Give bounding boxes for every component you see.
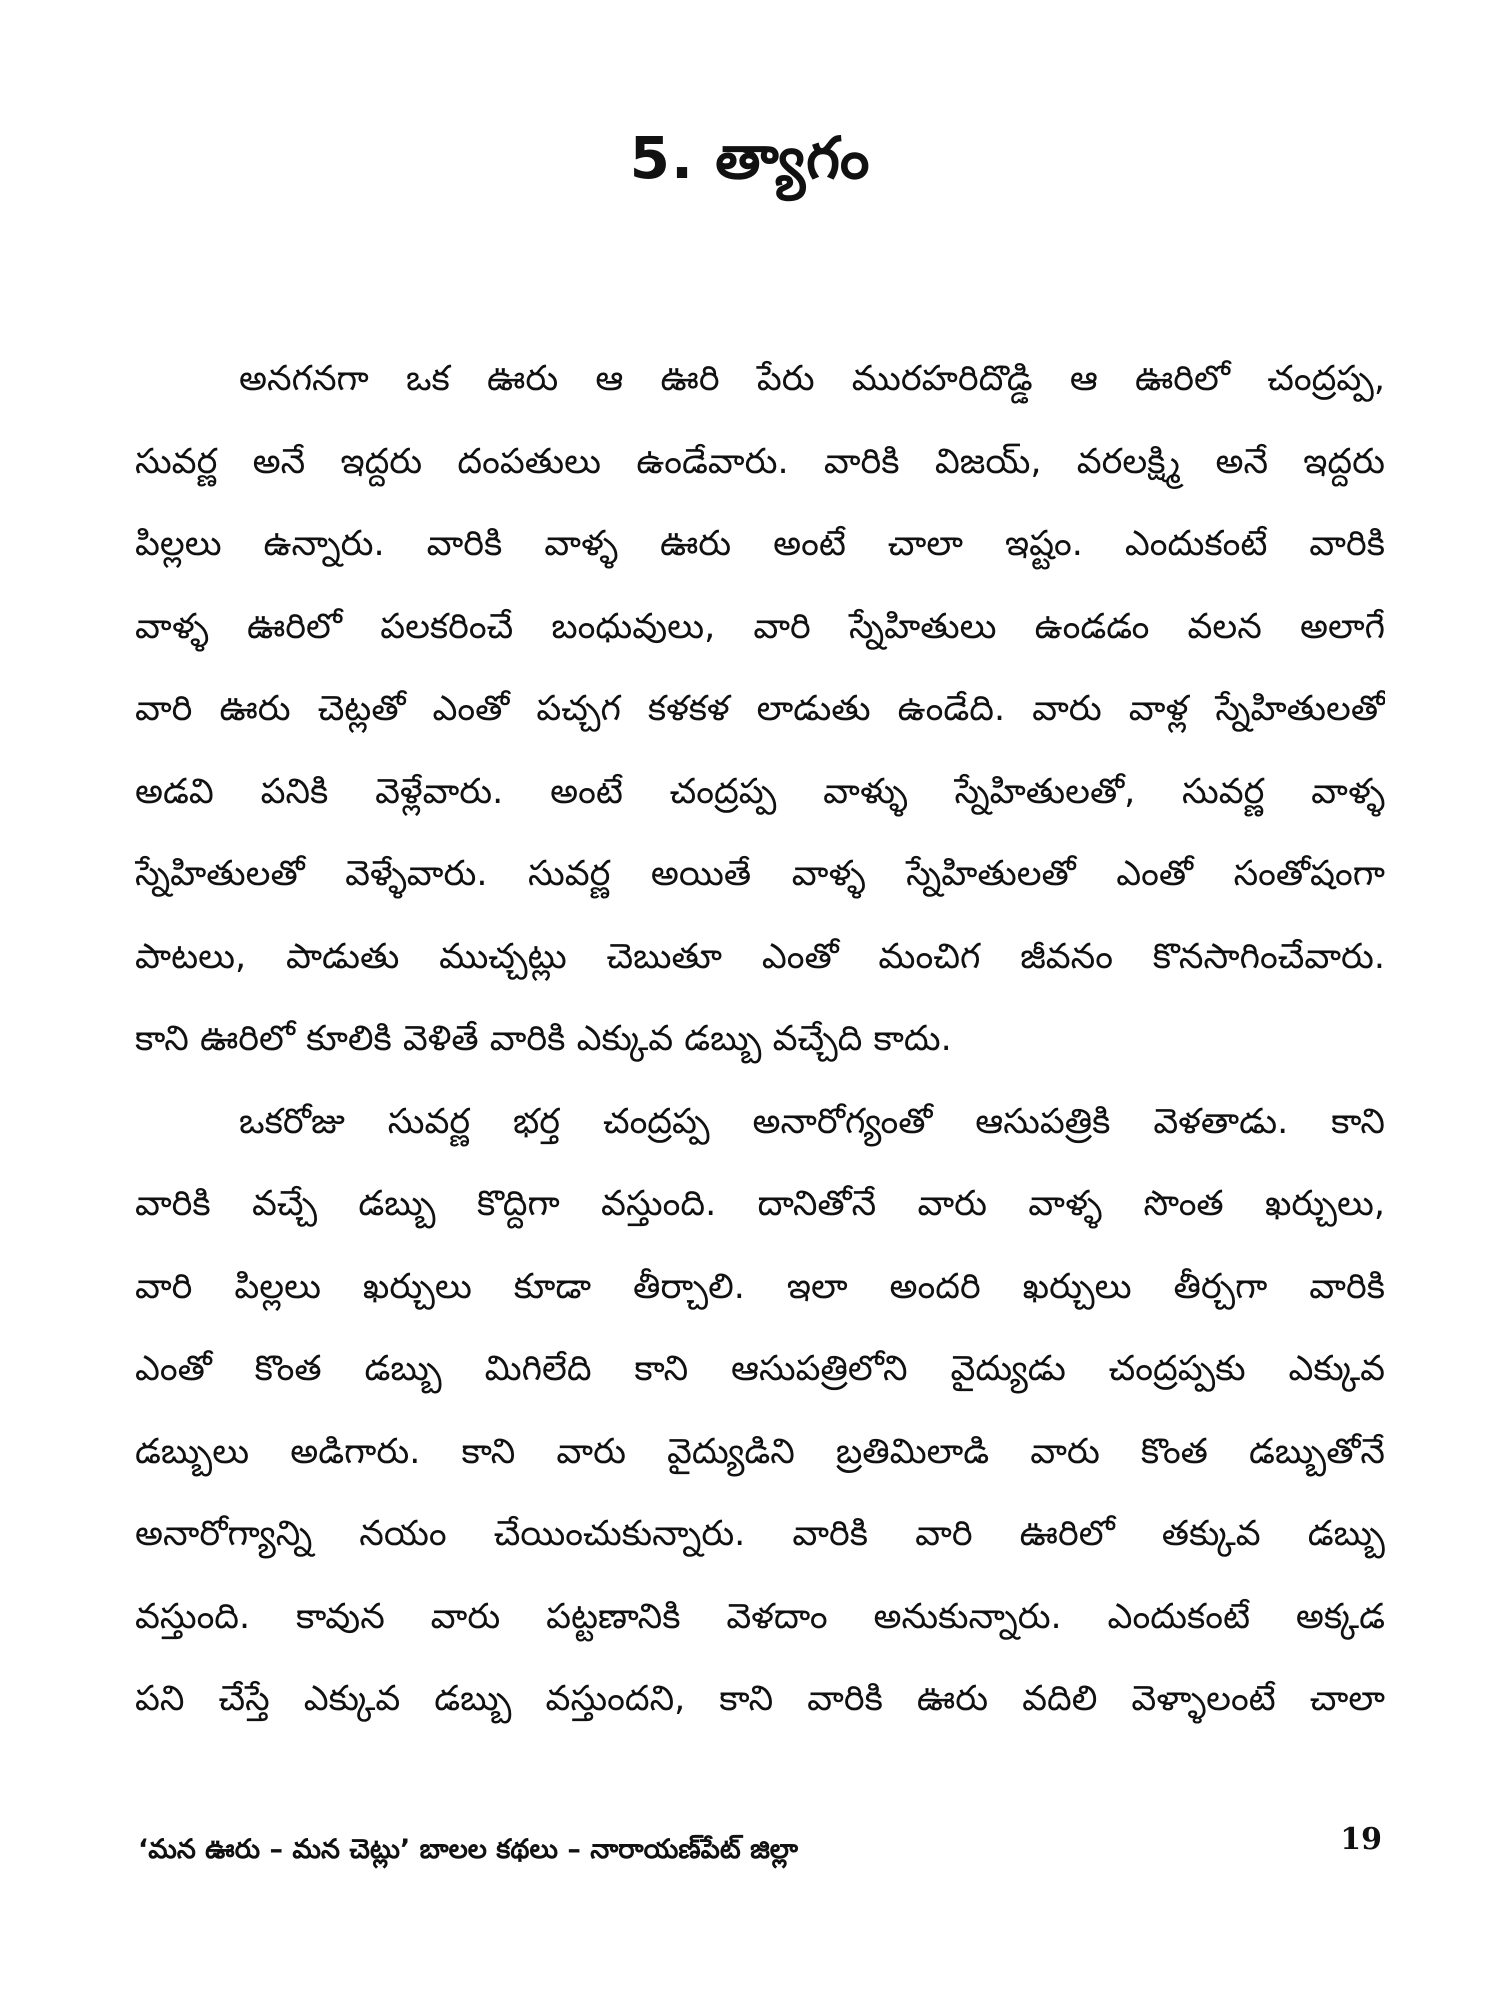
paragraph-line: వారి పిల్లలు ఖర్చులు కూడా తీర్చాలి. ఇలా అందరి ఖర్చులు తీర్చగా వారికి xyxy=(135,1266,1385,1307)
paragraph-1 xyxy=(135,338,1385,1081)
paragraph-line: డబ్బులు అడిగారు. కాని వారు వైద్యుడిని బ్రతిమిలాడి వారు కొంత డబ్బుతోనే xyxy=(135,1431,1385,1472)
paragraph-line: స్నేహితులతో వెళ్ళేవారు. సువర్ణ అయితే వాళ్ళ స్నేహితులతో ఎంతో సంతోషంగా xyxy=(135,854,1385,894)
story-body xyxy=(135,338,1385,1741)
paragraph-line: పాటలు, పాడుతు ముచ్చట్లు చెబుతూ ఎంతో మంచిగ జీవనం కొనసాగించేవారు. xyxy=(135,936,1385,977)
paragraph-line: పిల్లలు ఉన్నారు. వారికి వాళ్ళ ఊరు అంటే చాలా ఇష్టం. ఎందుకంటే వారికి xyxy=(135,524,1385,564)
paragraph-line: అనగనగా ఒక ఊరు ఆ ఊరి పేరు మురహరిదొడ్డి ఆ ఊరిలో చంద్రప్ప, xyxy=(239,359,1385,399)
paragraph-line: ఎంతో కొంత డబ్బు మిగిలేది కాని ఆసుపత్రిలోని వైద్యుడు చంద్రప్పకు ఎక్కువ xyxy=(135,1349,1385,1389)
paragraph-line: ఒకరోజు సువర్ణ భర్త చంద్రప్ప అనారోగ్యంతో ఆసుపత్రికి వెళతాడు. కాని xyxy=(239,1101,1385,1142)
footer-book-title: ‘మన ఊరు – మన చెట్లు’ బాలల కథలు – నారాయణ్‌పేట్ జిల్లా xyxy=(138,1834,799,1865)
chapter-title: 5. త్యాగం xyxy=(629,124,871,192)
paragraph-line: అనారోగ్యాన్ని నయం చేయించుకున్నారు. వారికి వారి ఊరిలో తక్కువ డబ్బు xyxy=(135,1514,1385,1554)
paragraph-line: పని చేస్తే ఎక్కువ డబ్బు వస్తుందని, కాని వారికి ఊరు వదిలి వెళ్ళాలంటే చాలా xyxy=(135,1679,1385,1719)
paragraph-line: వారికి వచ్చే డబ్బు కొద్దిగా వస్తుంది. దానితోనే వారు వాళ్ళ సొంత ఖర్చులు, xyxy=(135,1184,1385,1224)
paragraph-line: కాని ఊరిలో కూలికి వెళితే వారికి ఎక్కువ డబ్బు వచ్చేది కాదు. xyxy=(135,1019,952,1059)
paragraph-line: అడవి పనికి వెళ్లేవారు. అంటే చంద్రప్ప వాళ్ళు స్నేహితులతో, సువర్ణ వాళ్ళ xyxy=(135,771,1385,812)
paragraph-line: వారి ఊరు చెట్లతో ఎంతో పచ్చగ కళకళ లాడుతు ఉండేది. వారు వాళ్ల స్నేహితులతో xyxy=(135,689,1385,729)
paragraph-line: వాళ్ళ ఊరిలో పలకరించే బంధువులు, వారి స్నేహితులు ఉండడం వలన అలాగే xyxy=(135,606,1385,647)
paragraph-line: వస్తుంది. కావున వారు పట్టణానికి వెళదాం అనుకున్నారు. ఎందుకంటే అక్కడ xyxy=(135,1596,1385,1637)
paragraph-line: సువర్ణ అనే ఇద్దరు దంపతులు ఉండేవారు. వారికి విజయ్, వరలక్ష్మి అనే ఇద్దరు xyxy=(135,441,1385,482)
paragraph-2 xyxy=(135,1081,1385,1741)
page-number: 19 xyxy=(1340,1822,1382,1857)
